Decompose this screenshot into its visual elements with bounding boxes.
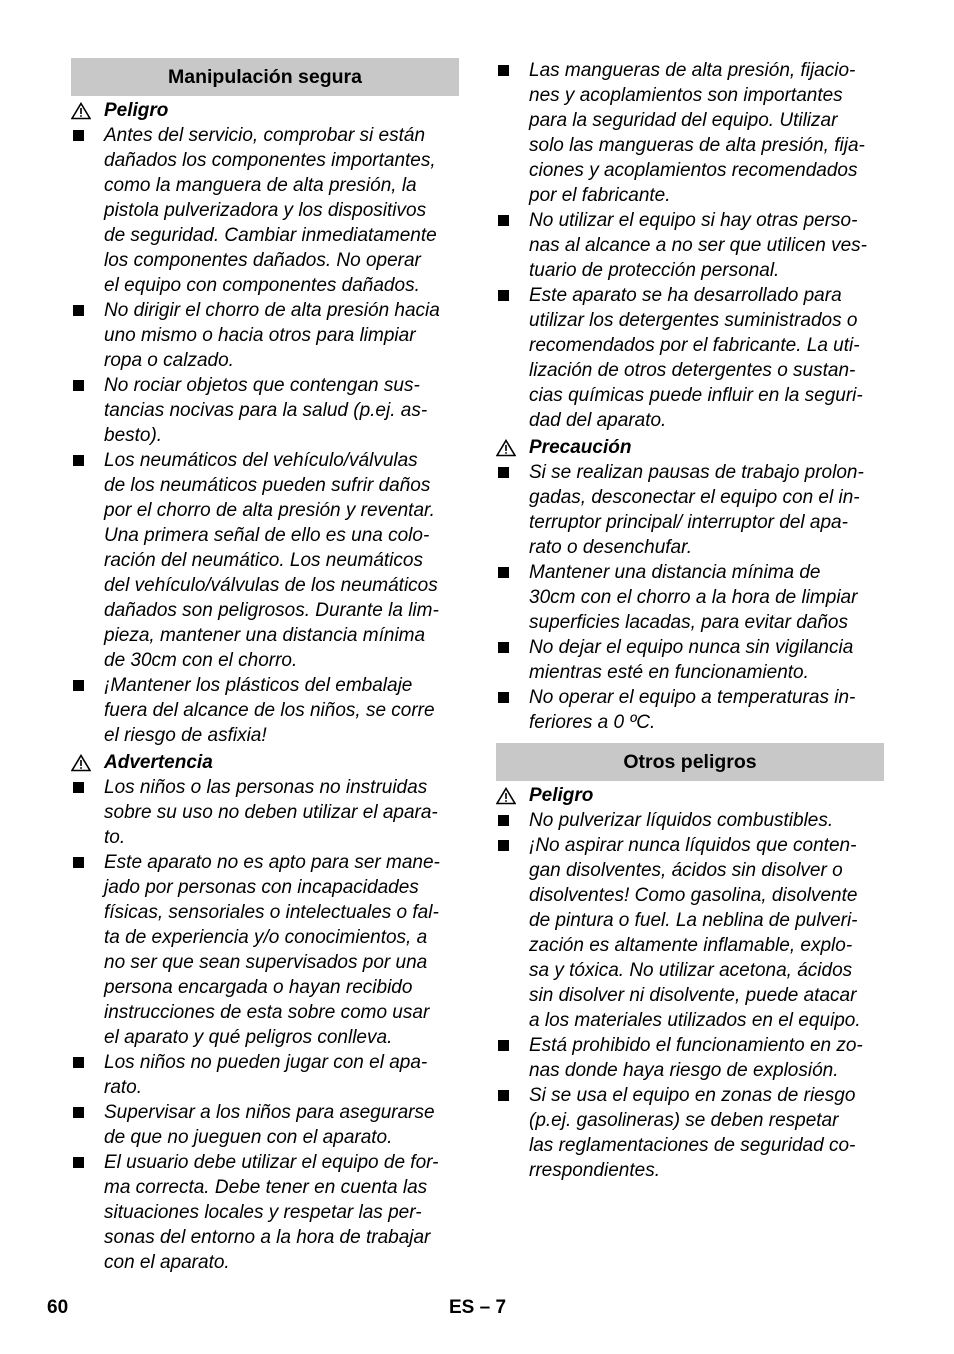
list-item	[71, 850, 459, 1050]
warning-triangle-icon	[71, 750, 104, 775]
advertencia-label-text: Advertencia	[104, 752, 213, 773]
warning-triangle-icon	[496, 435, 529, 460]
list-item-text: El usuario debe utilizar el equipo de for- ma correcta. Debe tener en cuenta las situaciones locales y respetar las per- sonas del entorno a la hora de trabajar con el aparato.	[104, 1152, 439, 1273]
list-item	[496, 635, 884, 685]
list-item-text: No operar el equipo a temperaturas in- feriores a 0 ºC.	[529, 687, 856, 733]
list-item-text: No rociar objetos que contengan sus- tancias nocivas para la salud (p.ej. as- besto).	[104, 375, 428, 446]
list-item-text: ¡Mantener los plásticos del embalaje fuera del alcance de los niños, se corre el riesgo de asfixia!	[104, 675, 435, 746]
list-item-text: Si se usa el equipo en zonas de riesgo (p.ej. gasolineras) se deben respetar las reglamentaciones de seguridad co- rrespondientes.	[529, 1085, 856, 1181]
warning-triangle-icon	[496, 783, 529, 808]
bullet-square-icon	[71, 373, 104, 398]
bullet-square-icon	[496, 635, 529, 660]
otros-peligros-list	[496, 808, 884, 1183]
section-page-label: ES – 7	[449, 1297, 507, 1318]
list-item-text: Supervisar a los niños para asegurarse de que no jueguen con el aparato.	[104, 1102, 435, 1148]
danger-list	[71, 123, 459, 748]
bullet-square-icon	[71, 673, 104, 698]
bullet-square-icon	[496, 1083, 529, 1108]
danger-label-text: Peligro	[104, 100, 169, 121]
list-item-text: No dirigir el chorro de alta presión hacia uno mismo o hacia otros para limpiar ropa o calzado.	[104, 300, 440, 371]
list-item-text: Los niños o las personas no instruidas sobre su uso no deben utilizar el apara- to.	[104, 777, 438, 848]
advertencia-label	[71, 750, 459, 775]
bullet-square-icon	[496, 560, 529, 585]
bullet-square-icon	[71, 1050, 104, 1075]
list-item-text: Si se realizan pausas de trabajo prolon- gadas, desconectar el equipo con el in- terruptor principal/ interruptor del apa- rato o desenchufar.	[529, 462, 864, 558]
list-item	[496, 833, 884, 1033]
list-item-text: No pulverizar líquidos combustibles.	[529, 810, 834, 831]
bullet-square-icon	[71, 448, 104, 473]
section-heading-otros-peligros: Otros peligros	[496, 743, 884, 781]
list-item-text: ¡No aspirar nunca líquidos que conten- gan disolventes, ácidos sin disolver o disolventes! Como gasolina, disolvente de pintura o fuel. La neblina de pulveri- zación es altamente inflamable, explo- sa y tóxica. No utilizar acetona, ácidos sin disolver ni disolvente, puede atacar a los materiales utilizados en el equipo.	[529, 835, 861, 1031]
bullet-square-icon	[496, 208, 529, 233]
list-item	[496, 460, 884, 560]
danger-label-text: Peligro	[529, 785, 594, 806]
list-item-text: No utilizar el equipo si hay otras perso- nas al alcance a no ser que utilicen ves- tuario de protección personal.	[529, 210, 867, 281]
list-item	[496, 283, 884, 433]
list-item-text: Está prohibido el funcionamiento en zo- nas donde haya riesgo de explosión.	[529, 1035, 863, 1081]
list-item-text: Los niños no pueden jugar con el apa- rato.	[104, 1052, 428, 1098]
bullet-square-icon	[496, 833, 529, 858]
precaucion-list	[496, 460, 884, 735]
danger-label	[71, 98, 459, 123]
page-number: 60	[47, 1297, 69, 1318]
precaucion-label-text: Precaución	[529, 437, 632, 458]
bullet-square-icon	[71, 1100, 104, 1125]
list-item-text: Este aparato no es apto para ser mane- jado por personas con incapacidades físicas, sensoriales o intelectuales o fal- ta de experiencia y/o conocimientos, a no ser que sean supervisados por una persona encargada o hayan recibido instrucciones de esta sobre como usar el aparato y qué peligros conlleva.	[104, 852, 440, 1048]
danger-label	[496, 783, 884, 808]
bullet-square-icon	[71, 298, 104, 323]
advertencia-list	[71, 775, 459, 1275]
list-item	[496, 208, 884, 283]
bullet-square-icon	[71, 1150, 104, 1175]
list-item-text: Este aparato se ha desarrollado para utilizar los detergentes suministrados o recomendados por el fabricante. La uti- lización de otros detergentes o sustan- cias químicas puede influir en la seguri- dad del aparato.	[529, 285, 863, 431]
bullet-square-icon	[496, 808, 529, 833]
list-item	[496, 685, 884, 735]
list-item	[71, 1150, 459, 1275]
section-heading-manipulacion-segura: Manipulación segura	[71, 58, 459, 96]
list-item	[71, 298, 459, 373]
list-item	[496, 58, 884, 208]
bullet-square-icon	[496, 1033, 529, 1058]
list-item-text: Antes del servicio, comprobar si están dañados los componentes importantes, como la manguera de alta presión, la pistola pulverizadora y los dispositivos de seguridad. Cambiar inmediatamente los componentes dañados. No operar el equipo con componentes dañados.	[104, 125, 437, 296]
warning-triangle-icon	[71, 98, 104, 123]
list-item	[71, 673, 459, 748]
precaucion-label	[496, 435, 884, 460]
list-item-text: Las mangueras de alta presión, fijacio- nes y acoplamientos son importantes para la seguridad del equipo. Utilizar solo las mangueras de alta presión, fija- ciones y acoplamientos recomendados por el fabricante.	[529, 60, 865, 206]
list-item	[496, 808, 884, 833]
bullet-square-icon	[496, 58, 529, 83]
list-item	[71, 1100, 459, 1150]
bullet-square-icon	[496, 460, 529, 485]
list-item	[71, 123, 459, 298]
list-item	[496, 1033, 884, 1083]
list-item	[71, 775, 459, 850]
list-item	[496, 560, 884, 635]
list-item	[71, 448, 459, 673]
list-item	[496, 1083, 884, 1183]
bullet-square-icon	[71, 123, 104, 148]
list-item	[71, 1050, 459, 1100]
right-column	[496, 58, 884, 1183]
bullet-square-icon	[496, 283, 529, 308]
bullet-square-icon	[71, 775, 104, 800]
list-item-text: No dejar el equipo nunca sin vigilancia mientras esté en funcionamiento.	[529, 637, 854, 683]
top-list	[496, 58, 884, 433]
list-item-text: Mantener una distancia mínima de 30cm con el chorro a la hora de limpiar superficies lacadas, para evitar daños	[529, 562, 858, 633]
list-item	[71, 373, 459, 448]
list-item-text: Los neumáticos del vehículo/válvulas de los neumáticos pueden sufrir daños por el chorro de alta presión y reventar. Una primera señal de ello es una colo- ración del neumático. Los neumáticos del vehículo/válvulas de los neumáticos dañados son peligrosos. Durante la lim- pieza, mantener una distancia mínima de 30cm con el chorro.	[104, 450, 439, 671]
bullet-square-icon	[71, 850, 104, 875]
bullet-square-icon	[496, 685, 529, 710]
left-column	[71, 58, 459, 1275]
